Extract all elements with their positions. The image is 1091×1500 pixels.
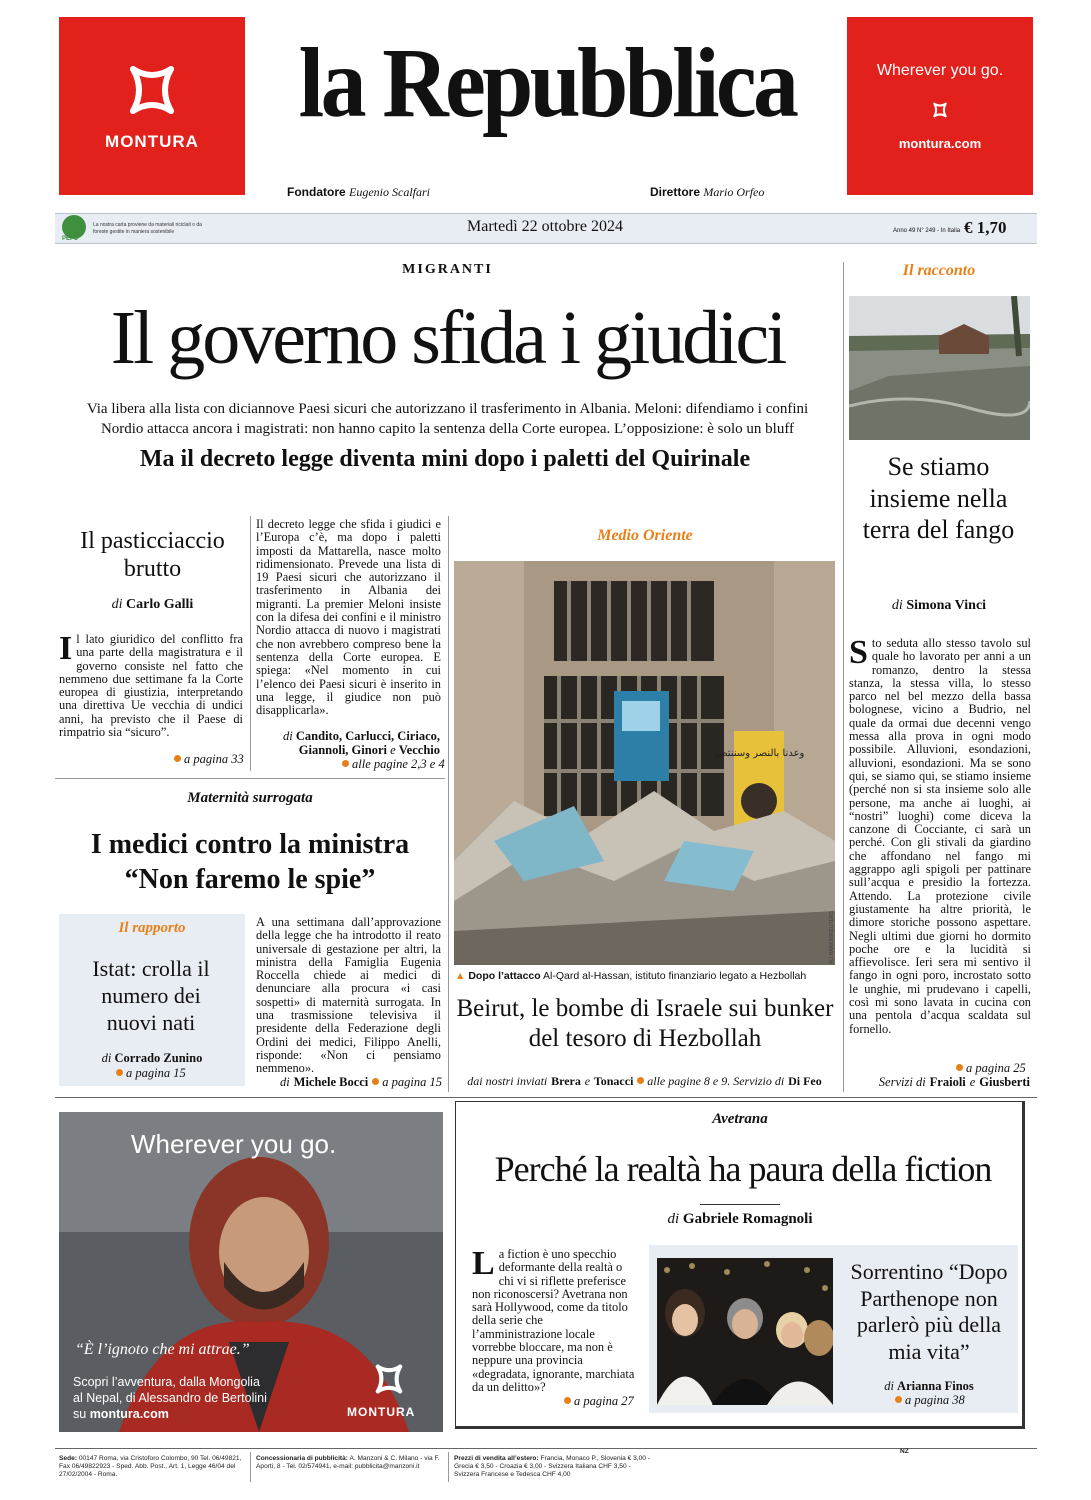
- lead-authors-3: Vecchio: [398, 743, 440, 757]
- footer-col-2: [256, 1455, 441, 1471]
- avetrana-headline[interactable]: Perché la realtà ha paura della fiction: [494, 1149, 992, 1189]
- racconto-page-ref: a pagina 25: [966, 1061, 1026, 1075]
- dot-icon: [564, 1397, 571, 1404]
- avetrana-section: Avetrana: [712, 1111, 768, 1127]
- footer-col-2-label: Concessionaria di pubblicità:: [256, 1455, 348, 1462]
- right-ad-url[interactable]: montura.com: [898, 136, 982, 151]
- footer-divider: [55, 1448, 1037, 1449]
- director-label: Direttore: [650, 185, 701, 199]
- galli-title[interactable]: Il pasticciaccio brutto: [80, 528, 225, 582]
- dot-icon: [956, 1064, 963, 1071]
- racconto-services: [848, 1074, 1030, 1090]
- footer-col-2-text: A. Manzoni & C. Milano - via F. Aporti, 8 - Tel. 02/574941, e-mail: pubblicita@manzoni.it: [256, 1455, 440, 1470]
- avetrana-text: a fiction è uno specchio deformante della realtà o chi vi si riflette preferisce non riconoscersi? Avetrana non sarà Hollywood, come da titolo della serie che l’amministrazione locale vorrebbe bloccare, ma non è neppure una provincia «degradata, ignorante, marchiata da un delitto»?: [472, 1247, 635, 1394]
- mo-caption: [455, 970, 835, 982]
- sorrentino-page-ref: a pagina 38: [905, 1393, 965, 1407]
- maternita-section: Maternità surrogata: [187, 790, 313, 806]
- caption-bold: Dopo l’attacco: [468, 970, 541, 982]
- lead-summary-2: Nordio attacca ancora i magistrati: non hanno capito la sentenza della Corte europea. L’opposizione: è solo un bluff: [100, 421, 795, 437]
- sorrentino-byline: [840, 1379, 1018, 1394]
- avetrana-page-ref: a pagina 27: [574, 1394, 634, 1408]
- bottom-ad-url[interactable]: montura.com: [89, 1407, 169, 1421]
- bottom-ad-line-3-prefix: su: [73, 1407, 87, 1421]
- footer-col-3: [454, 1455, 654, 1479]
- mo-headline[interactable]: Beirut, le bombe di Israele sui bunker del tesoro di Hezbollah: [456, 995, 834, 1052]
- galli-author: Carlo Galli: [126, 597, 194, 612]
- dot-icon: [116, 1069, 123, 1076]
- by-prefix: di: [884, 1379, 894, 1393]
- divider: [55, 778, 445, 779]
- issue-number: Anno 49 N° 249 - In Italia: [893, 228, 961, 234]
- divider: [250, 1452, 251, 1482]
- galli-text: l lato giuridico del conflitto fra una parte della magistratura e il governo consiste nel fatto che nemmeno due settimane fa la Corte europea di giustizia, interpretando una direttiva Ue vecchia di undici anni, ha previsto che il Paese di rimpatrio sia “sicuro”.: [59, 632, 243, 740]
- sorrentino-author: Arianna Finos: [897, 1379, 974, 1393]
- maternita-headline[interactable]: I medici contro la ministra “Non faremo le spie”: [90, 829, 410, 895]
- right-ad-montura[interactable]: [847, 17, 1033, 195]
- divider: [700, 1204, 780, 1205]
- maternita-page-ref[interactable]: a pagina 15: [382, 1075, 442, 1089]
- lead-summary-1: Via libera alla lista con diciannove Paesi sicuri che autorizzano il trasferimento in Albania. Meloni: difendiamo i confini: [86, 401, 809, 417]
- bottom-ad-quote: “È l’ignoto che mi attrae.”: [75, 1341, 250, 1358]
- director: [650, 185, 764, 200]
- avetrana-byline: [455, 1211, 1025, 1228]
- pefc-label: PEFC: [62, 236, 79, 242]
- rapporto-page[interactable]: [116, 1066, 186, 1081]
- pefc-note: La nostra carta proviene da materiali riciclati o da foreste gestite in maniera sostenibile: [93, 222, 202, 235]
- dot-icon: [342, 760, 349, 767]
- rapporto-headline[interactable]: Istat: crolla il numero dei nuovi nati: [92, 956, 210, 1035]
- lead-kicker: MIGRANTI: [402, 262, 493, 277]
- footer-author-3: Di Feo: [788, 1074, 822, 1088]
- sorrentino-photo[interactable]: [657, 1258, 833, 1405]
- left-ad-montura[interactable]: [59, 17, 245, 195]
- rapporto-author: Corrado Zunino: [114, 1051, 203, 1065]
- price: € 1,70: [964, 218, 1007, 237]
- lead-headline[interactable]: Il governo sfida i giudici: [110, 296, 785, 380]
- services-prefix: Servizi di: [878, 1075, 926, 1089]
- avetrana-body: [472, 1245, 635, 1394]
- footer-col-4: NZ: [900, 1448, 909, 1455]
- rapporto-byline: [59, 1051, 245, 1066]
- mo-section: Medio Oriente: [597, 527, 693, 544]
- drop-cap: L: [472, 1245, 495, 1282]
- bottom-ad-line-2: al Nepal, di Alessandro de Bertolini: [73, 1391, 267, 1405]
- by-prefix: di: [279, 1075, 290, 1089]
- lead-body: Il decreto legge che sfida i giudici e l’Europa c’è, ma dopo i paletti imposti da Mattarella, nasce molto ridimensionato. Prevede una lista di 19 Paesi sicuri che autorizzano il trasferimento in Albania dei migranti. La premier Meloni insiste con la difesa dei confini e il ministro Nordio attacca di nuovo i magistrati che non avrebbero compreso bene la sentenza della Corte europea. E spiega: «Nel momento in cui l’elenco dei Paesi sicuri è inserito in una legge, il giudice non può disapplicarla».: [256, 517, 441, 718]
- beirut-photo[interactable]: [454, 561, 835, 965]
- and: e: [390, 743, 396, 757]
- founder-label: Fondatore: [287, 185, 346, 199]
- lead-subhead[interactable]: Ma il decreto legge diventa mini dopo i paletti del Quirinale: [139, 446, 751, 472]
- right-ad-slogan: Wherever you go.: [876, 62, 1004, 79]
- bottom-ad-line-1: Scopri l’avventura, dalla Mongolia: [73, 1375, 260, 1389]
- footer-author-1: Brera: [551, 1074, 581, 1088]
- services-author-2: Giusberti: [979, 1075, 1030, 1089]
- lead-authors-2: Giannoli, Ginori: [298, 743, 387, 757]
- drop-cap: S: [849, 634, 868, 671]
- poster-text: وعدنا بالنصر وسننتصر: [713, 748, 805, 759]
- by-prefix: di: [667, 1211, 680, 1227]
- lead-authors: [250, 729, 440, 757]
- bottom-ad-brand: MONTURA: [347, 1405, 416, 1419]
- lead-pages[interactable]: [342, 757, 445, 772]
- racconto-byline: [848, 598, 1030, 614]
- and: e: [584, 1074, 591, 1088]
- maternita-author: Michele Bocci: [293, 1075, 369, 1089]
- date: Martedì 22 ottobre 2024: [467, 218, 623, 235]
- sorrentino-page[interactable]: [895, 1393, 965, 1408]
- footer-col-3-text: Francia, Monaco P., Slovenia € 3,00 - Grecia € 3,50 - Croazia € 3,00 - Svizzera Italiana CHF 3,50 - Svizzera Francese e Tedesca CHF 4,00: [454, 1455, 650, 1478]
- caption-text: Al-Qard al-Hassan, istituto finanziario legato a Hezbollah: [543, 970, 807, 982]
- rapporto-page-ref: a pagina 15: [126, 1066, 186, 1080]
- footer-col-1-label: Sede:: [59, 1455, 77, 1462]
- founder-name: Eugenio Scalfari: [349, 185, 431, 199]
- montura-logo-icon: [125, 61, 179, 119]
- footer-col-3-label: Prezzi di vendita all’estero:: [454, 1455, 539, 1462]
- footer-col-1-text: 00147 Roma, via Cristoforo Colombo, 90 Tel. 06/49821, Fax 06/49822923 - Sped. Abb. Post., Art. 1, Legge 46/04 del 27/02/2004 - Roma.: [59, 1455, 242, 1478]
- footer-col-1: [59, 1455, 244, 1479]
- flood-photo[interactable]: [849, 296, 1030, 440]
- bottom-ad-montura[interactable]: [59, 1112, 443, 1432]
- galli-byline: [60, 597, 245, 613]
- director-name: Mario Orfeo: [703, 185, 765, 199]
- masthead[interactable]: la Repubblica: [298, 27, 796, 138]
- divider: [448, 1452, 449, 1482]
- triangle-icon: ▲: [455, 970, 466, 982]
- left-ad-brand: MONTURA: [105, 132, 199, 151]
- racconto-text: to seduta allo stesso tavolo sul quale ho lavorato per anni a un romanzo, dentro la stessa stanza, la stessa villa, lo stesso parco nel bel mezzo della bassa bolognese, vicino a Budrio, nel quale da ormai due decenni vengo messa alla prova in ogni modo possibile. Alluvioni, esondazioni, alluvioni, esondazioni. Ma se sono qui, se siamo qui, se stiamo insieme (perché non si sta insieme solo alle persone, ma anche ai luoghi, ai “nostri” luoghi) come diceva la canzone di Cocciante, ci sarà un perché. Con gli stivali da giardino che affondano nel fango mi aggrappo agli spigoli per pattinare sull’acqua e presidio la fortezza. Attendo. La protezione civile giustamente ha altre priorità, le dimore storiche possono aspettare. Negli ultimi due giorni ho dormito poche ore e la lucidità si affievolisce. Ieri sera mi sentivo il fango in ogni poro, incrostato sotto le unghie, mi prudevano i capelli, così mi sono lavata in cucina con una pentola d’acqua scaldata sul fornello.: [849, 636, 1031, 1036]
- by-prefix: di: [111, 597, 123, 612]
- galli-page[interactable]: [174, 752, 244, 767]
- montura-small-icon: [932, 101, 948, 119]
- racconto-author: Simona Vinci: [906, 598, 987, 613]
- divider: [55, 1097, 1037, 1098]
- racconto-headline[interactable]: Se stiamo insieme nella terra del fango: [862, 452, 1015, 544]
- dot-icon: [174, 755, 181, 762]
- flood-photo-image: [849, 296, 1030, 440]
- bottom-ad-slogan: Wherever you go.: [131, 1129, 337, 1159]
- founder: [287, 185, 430, 200]
- mo-footer: [452, 1074, 837, 1089]
- footer-prefix: dai nostri inviati: [467, 1074, 548, 1088]
- bottom-ad-text: [73, 1374, 267, 1422]
- by-prefix: di: [283, 729, 293, 743]
- vertical-divider-right: [843, 262, 844, 1092]
- by-prefix: di: [101, 1051, 112, 1065]
- photo-credit: ALI HANKIR/REUTERS: [829, 911, 835, 965]
- divider: [448, 516, 449, 1092]
- montura-small-icon: [373, 1362, 405, 1396]
- galli-body: [59, 630, 243, 740]
- lead-pages-ref: alle pagine 2,3 e 4: [352, 757, 445, 771]
- avetrana-author: Gabriele Romagnoli: [682, 1211, 813, 1227]
- racconto-body: [849, 634, 1031, 1036]
- footer-author-2: Tonacci: [593, 1074, 634, 1088]
- beirut-photo-image: [454, 561, 835, 965]
- avetrana-page[interactable]: [564, 1394, 634, 1409]
- dot-icon: [895, 1396, 902, 1403]
- dot-icon: [637, 1077, 644, 1084]
- by-prefix: di: [891, 598, 903, 613]
- racconto-section: Il racconto: [902, 262, 976, 279]
- footer-pages[interactable]: alle pagine 8 e 9. Servizio di: [647, 1074, 785, 1088]
- drop-cap: I: [59, 630, 73, 667]
- rapporto-section: Il rapporto: [118, 920, 186, 936]
- and: e: [969, 1075, 976, 1089]
- sorrentino-photo-image: [657, 1258, 833, 1405]
- lead-authors-1: Candito, Carlucci, Ciriaco,: [295, 729, 440, 743]
- sorrentino-headline[interactable]: Sorrentino “Dopo Parthenope non parlerò più della mia vita”: [850, 1259, 1008, 1364]
- dot-icon: [372, 1078, 379, 1085]
- maternita-body: A una settimana dall’approvazione della legge che ha introdotto il reato universale di gestazione per altri, la ministra della Famiglia Eugenia Roccella chiede ai medici di denunciare alla procura «i casi sospetti» di maternità surrogata. In una trasmissione televisiva il presidente della Federazione degli Ordini dei medici, Filippo Anelli, risponde: «Non ci pensiamo nemmeno».: [256, 915, 441, 1076]
- services-author-1: Fraioli: [929, 1075, 966, 1089]
- maternita-byline: [256, 1074, 442, 1090]
- galli-page-ref: a pagina 33: [184, 752, 244, 766]
